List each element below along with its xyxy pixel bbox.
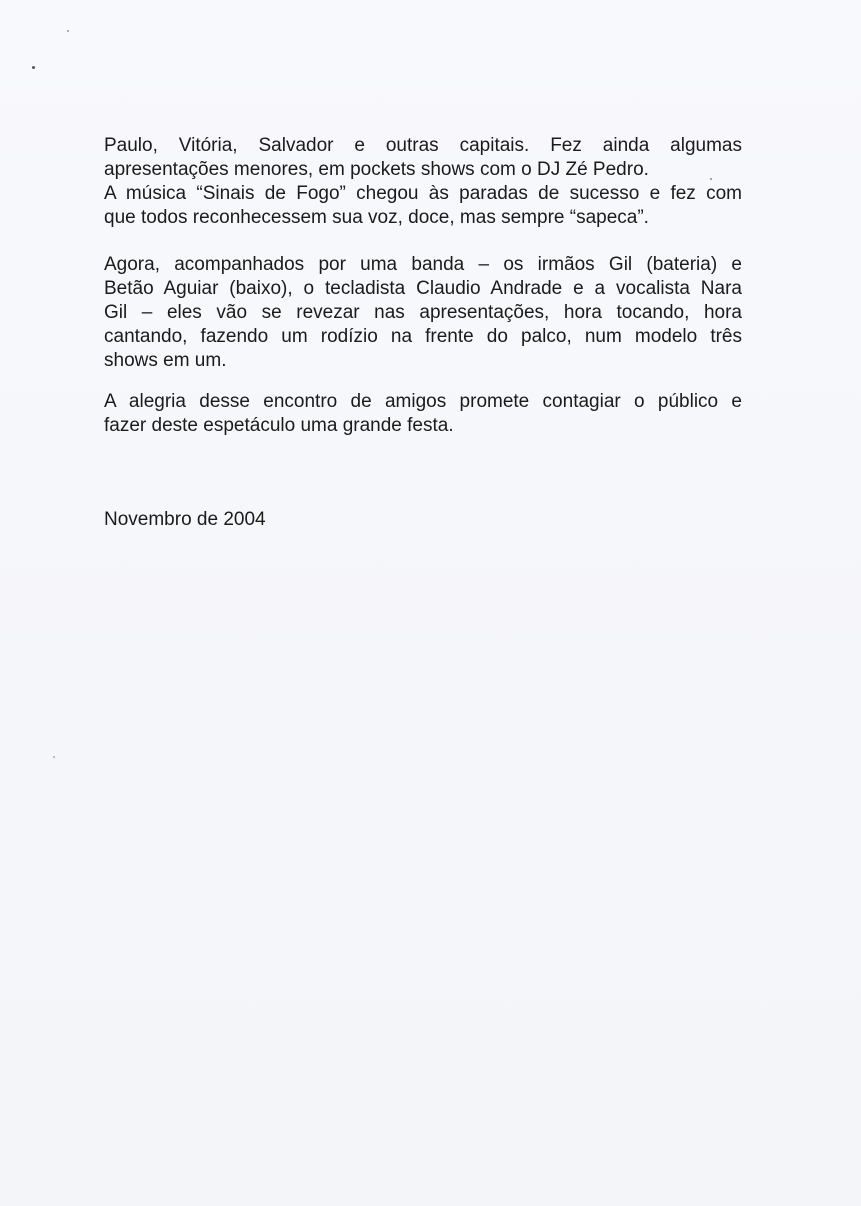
paragraph-line: que todos reconhecessem sua voz, doce, mas sempre “sapeca”. <box>104 207 649 228</box>
paragraph-3 <box>104 390 742 438</box>
paragraph-line: A música “Sinais de Fogo” chegou às paradas de sucesso e fez com <box>104 183 742 204</box>
scan-speck <box>67 30 69 32</box>
date-line: Novembro de 2004 <box>104 509 266 530</box>
paragraph-line: A alegria desse encontro de amigos promete contagiar o público e <box>104 391 742 412</box>
paragraph-line: apresentações menores, em pockets shows com o DJ Zé Pedro. <box>104 159 649 180</box>
paragraph-line: Betão Aguiar (baixo), o tecladista Claudio Andrade e a vocalista Nara <box>104 278 742 299</box>
scan-speck <box>53 756 55 758</box>
paragraph-line: Agora, acompanhados por uma banda – os irmãos Gil (bateria) e <box>104 254 742 275</box>
paragraph-line: shows em um. <box>104 350 227 371</box>
scan-speck <box>32 66 35 69</box>
paragraph-2 <box>104 253 742 373</box>
paragraph-line: Gil – eles vão se revezar nas apresentações, hora tocando, hora <box>104 302 742 323</box>
paragraph-line: cantando, fazendo um rodízio na frente do palco, num modelo três <box>104 326 742 347</box>
paragraph-1 <box>104 134 742 230</box>
paragraph-line: Paulo, Vitória, Salvador e outras capitais. Fez ainda algumas <box>104 135 742 156</box>
paragraph-line: fazer deste espetáculo uma grande festa. <box>104 415 454 436</box>
